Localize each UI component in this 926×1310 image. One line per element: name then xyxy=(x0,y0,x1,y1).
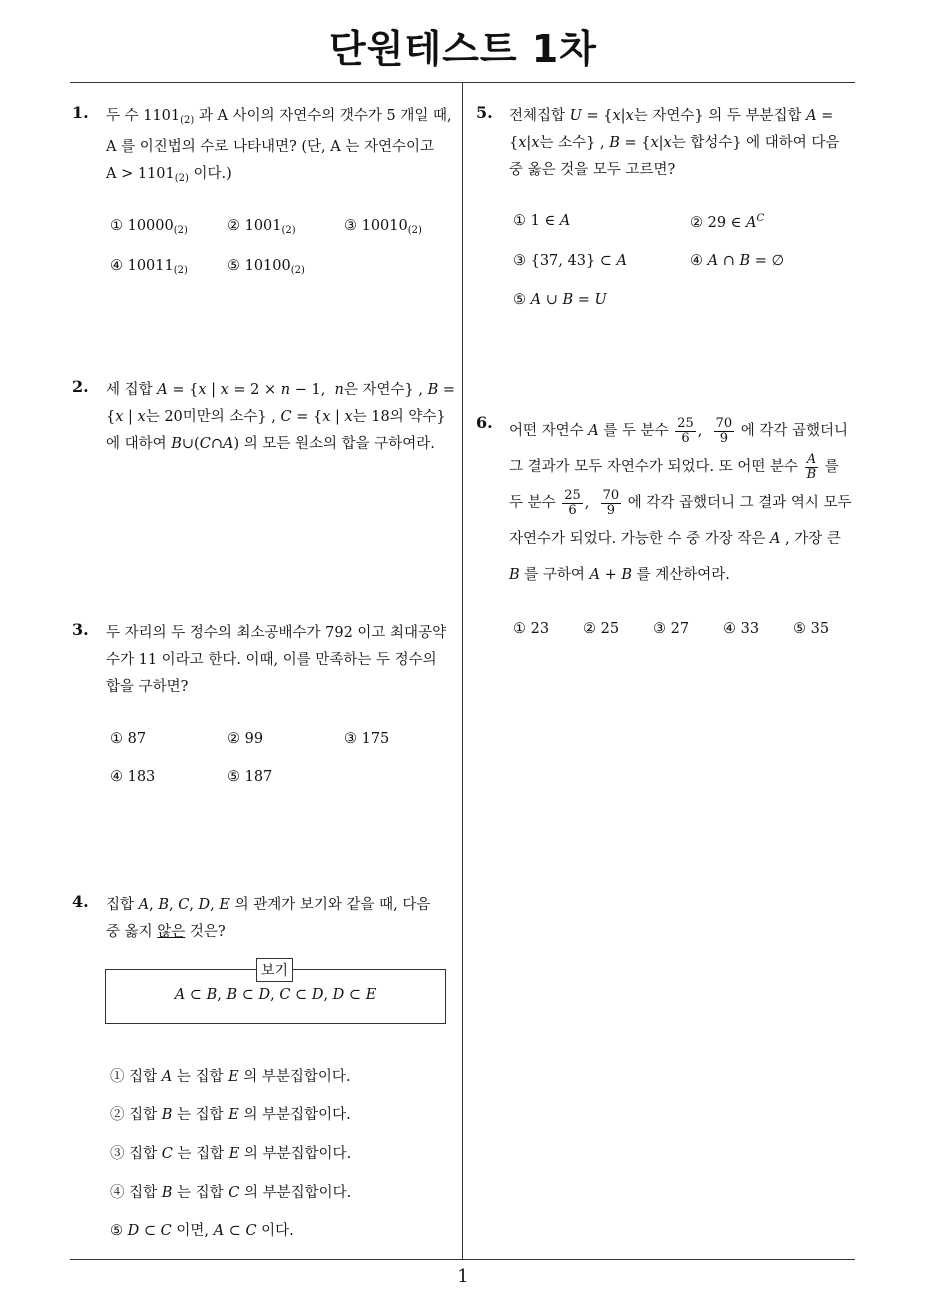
column-divider xyxy=(462,82,463,1260)
q3-option-3[interactable]: ③ 175 xyxy=(344,731,390,747)
page-number: 1 xyxy=(457,1266,469,1287)
question-1 xyxy=(72,103,460,192)
q6-option-2[interactable]: ② 25 xyxy=(583,621,620,637)
question-number: 1. xyxy=(72,103,89,122)
question-number: 3. xyxy=(72,620,89,639)
question-2 xyxy=(72,377,460,458)
q5-option-5[interactable]: ⑤ A ∪ B = U xyxy=(513,292,607,308)
q4-option-2[interactable]: ② 집합 B 는 집합 E 의 부분집합이다. xyxy=(110,1107,351,1123)
question-6 xyxy=(476,413,860,593)
question-3 xyxy=(72,620,460,701)
bottom-rule xyxy=(70,1259,855,1260)
q3-option-1[interactable]: ① 87 xyxy=(110,731,147,747)
question-text: 어떤 자연수 A 를 두 분수 $\frac{25}{6}$ , $\frac{70}{9}$ 에 각각 곱했더니 그 결과가 모두 자연수가 되었다. 또 어떤 분수 $\frac{A}{B}$ 를 두 분수 $\frac{25}{6}$ , $\frac{70}{9}$ 에 각각 곱했더니 그 결과 역시 모두 자연수가 되었다. 가능한 수 중 가장 작은 A , 가장 큰 B 를 구하여 A + B 를 계산하여라. xyxy=(509,415,852,583)
example-label: 보기 xyxy=(256,958,293,982)
q6-option-4[interactable]: ④ 33 xyxy=(723,621,760,637)
q1-option-4[interactable]: ④ $10011_{(2)}$ xyxy=(110,258,188,276)
q4-option-4[interactable]: ④ 집합 B 는 집합 C 의 부분집합이다. xyxy=(110,1185,352,1201)
question-number: 5. xyxy=(476,103,493,122)
q4-option-1[interactable]: ① 집합 A 는 집합 E 의 부분집합이다. xyxy=(110,1069,351,1085)
q1-option-3[interactable]: ③ $10010_{(2)}$ xyxy=(344,218,422,236)
q6-option-1[interactable]: ① 23 xyxy=(513,621,550,637)
question-5 xyxy=(476,103,860,184)
q6-option-3[interactable]: ③ 27 xyxy=(653,621,690,637)
q1-option-2[interactable]: ② $1001_{(2)}$ xyxy=(227,218,296,236)
question-4 xyxy=(72,892,460,946)
question-text: 전체집합 U = {x|x는 자연수} 의 두 부분집합 A = {x|x는 소수} , B = {x|x는 합성수} 에 대하여 다음 중 옳은 것을 모두 고르면? xyxy=(509,108,840,178)
q3-option-5[interactable]: ⑤ 187 xyxy=(227,769,273,785)
question-number: 2. xyxy=(72,377,89,396)
example-content: A ⊂ B, B ⊂ D, C ⊂ D, D ⊂ E xyxy=(174,987,377,1003)
question-text: 세 집합 A = {x | x = 2 × n − 1, n은 자연수} , B = {x | x는 20미만의 소수} , C = {x | x는 18의 약수} 에 대하여 B∪(C∩A) 의 모든 원소의 합을 구하여라. xyxy=(106,382,456,452)
question-line: 합을 구하면? xyxy=(106,679,189,695)
q3-option-2[interactable]: ② 99 xyxy=(227,731,264,747)
q3-option-4[interactable]: ④ 183 xyxy=(110,769,156,785)
q4-option-3[interactable]: ③ 집합 C 는 집합 E 의 부분집합이다. xyxy=(110,1146,352,1162)
q6-option-5[interactable]: ⑤ 35 xyxy=(793,621,830,637)
q5-option-3[interactable]: ③ {37, 43} ⊂ A xyxy=(513,253,628,269)
page-title: 단원테스트 1차 xyxy=(329,27,597,71)
q5-option-2[interactable]: ② 29 ∈ $A^C$ xyxy=(690,213,765,231)
question-text: 집합 A, B, C, D, E 의 관계가 보기와 같을 때, 다음 중 옳지 않은 것은? xyxy=(106,897,431,940)
question-text xyxy=(106,620,460,701)
question-number: 4. xyxy=(72,892,89,911)
question-line: 두 자리의 두 정수의 최소공배수가 792 이고 최대공약 xyxy=(106,625,447,641)
question-text: 두 수 $1101_{(2)}$ 과 A 사이의 자연수의 갯수가 5 개일 때, A 를 이진법의 수로 나타내면? (단, A 는 자연수이고 $A > 1101_{(2)}$ 이다.) xyxy=(106,108,452,184)
question-number: 6. xyxy=(476,413,493,432)
q5-option-1[interactable]: ① 1 ∈ A xyxy=(513,213,571,229)
q1-option-5[interactable]: ⑤ $10100_{(2)}$ xyxy=(227,258,305,276)
q5-option-4[interactable]: ④ A ∩ B = ∅ xyxy=(690,253,785,269)
q1-option-1[interactable]: ① $10000_{(2)}$ xyxy=(110,218,188,236)
q4-option-5[interactable]: ⑤ D ⊂ C 이면, A ⊂ C 이다. xyxy=(110,1223,294,1239)
question-line: 수가 11 이라고 한다. 이때, 이를 만족하는 두 정수의 xyxy=(106,652,437,668)
